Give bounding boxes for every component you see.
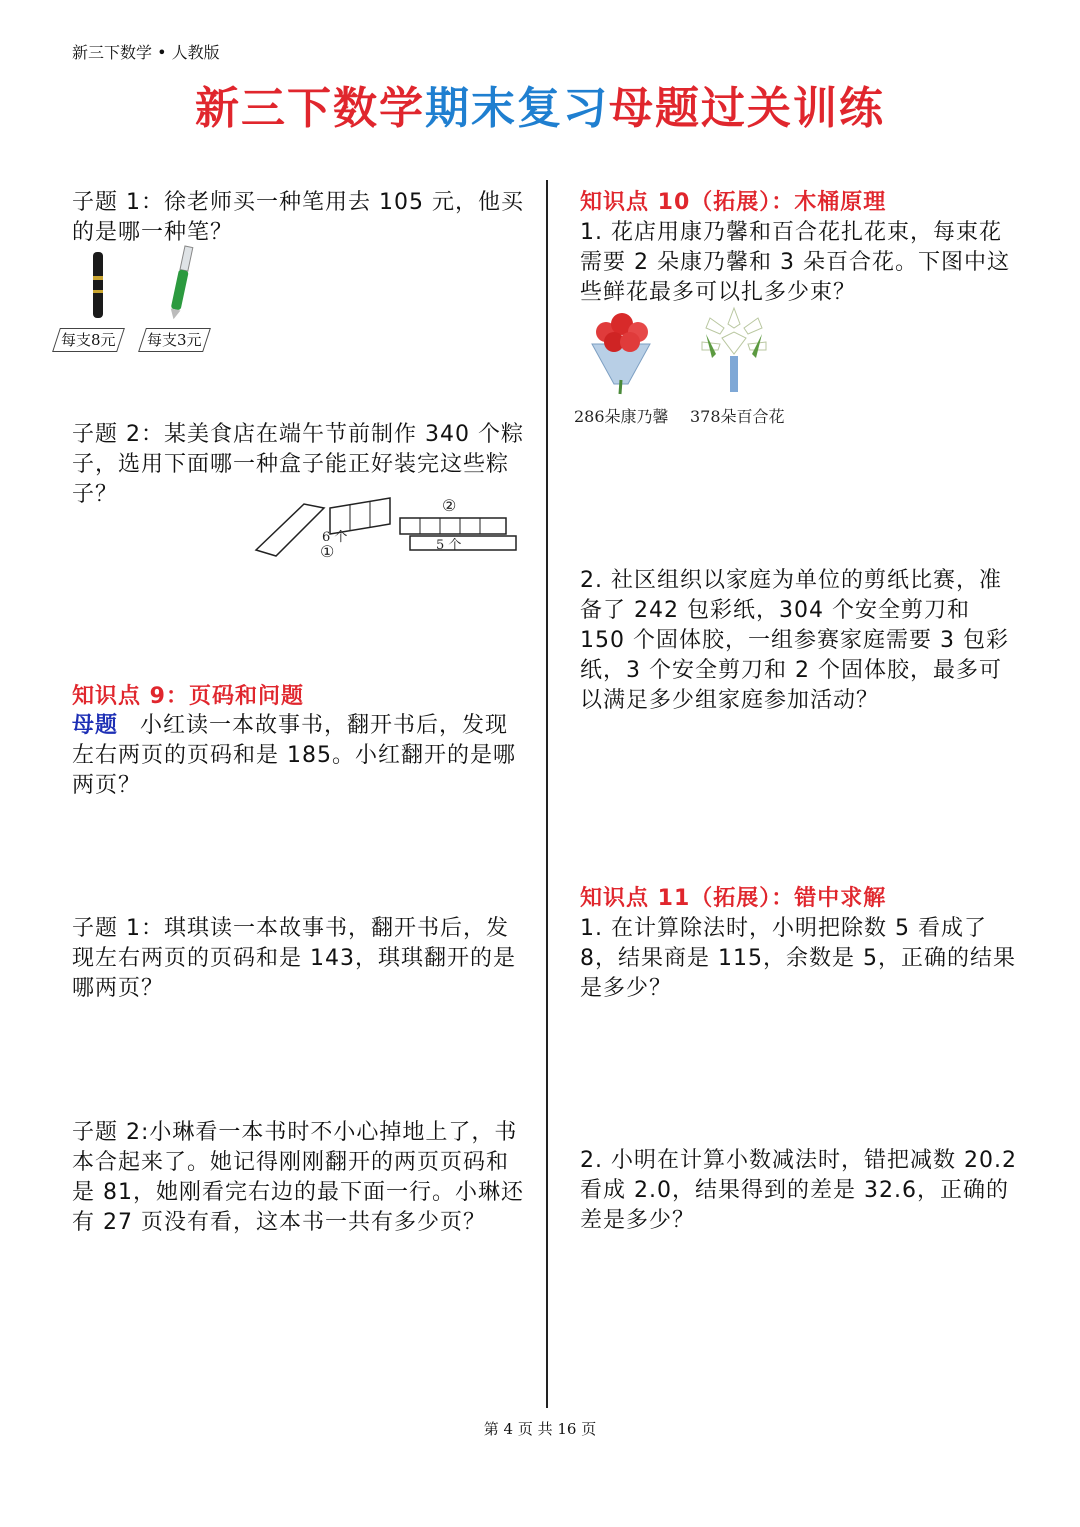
- ballpoint-pen-image: [166, 244, 196, 322]
- box2-label: 5 个: [436, 538, 462, 553]
- kp9-q2: 子题 2:小琳看一本书时不小心掉地上了，书本合起来了。她记得刚刚翻开的两页页码和是 81，她刚看完右边的最下面一行。小琳还有 27 页没有看，这本书一共有多少页？: [72, 1120, 524, 1235]
- main-question-tag: 母题: [72, 713, 119, 738]
- box2-number: ②: [442, 496, 457, 515]
- carnation-bouquet-image: [584, 310, 658, 396]
- kp10-q2: 2. 社区组织以家庭为单位的剪纸比赛，准备了 242 包彩纸，304 个安全剪刀和 150 个固体胶，一组参赛家庭需要 3 包彩纸，3 个安全剪刀和 2 个固体胶，最多可以满足多少组家庭参加活动？: [580, 568, 1009, 713]
- kp9-title: 知识点 9：页码和问题: [72, 684, 304, 709]
- kp9-main-text: 小红读一本故事书，翻开书后，发现左右两页的页码和是 185。小红翻开的是哪两页？: [72, 713, 516, 798]
- kp11-q1: 1. 在计算除法时，小明把除数 5 看成了 8，结果商是 115，余数是 5，正确的结果是多少？: [580, 916, 1016, 1001]
- title-part-1: 新三下数学: [195, 83, 425, 134]
- title-part-2: 期末复习: [425, 83, 609, 134]
- kp9-q1: 子题 1：琪琪读一本故事书，翻开书后，发现左右两页的页码和是 143，琪琪翻开的是哪两页？: [72, 916, 516, 1001]
- carnation-caption: 286朵康乃馨: [574, 407, 669, 426]
- kp10-title: 知识点 10（拓展）：木桶原理: [580, 190, 887, 215]
- box-diagram: [250, 494, 524, 564]
- pen1-price-tag: 每支8元: [52, 328, 124, 352]
- kp11-title: 知识点 11（拓展）：错中求解: [580, 886, 887, 911]
- box1-label: 6 个: [322, 530, 348, 545]
- column-divider: [546, 180, 548, 1408]
- left-q2: 子题 2：某美食店在端午节前制作 340 个粽子，选用下面哪一种盒子能正好装完这些粽子？: [72, 422, 524, 507]
- page-number: 第 4 页 共 16 页: [483, 1420, 597, 1438]
- kp9-main-question: [72, 711, 524, 801]
- page-title: [0, 72, 1080, 136]
- kp10-q1: 1. 花店用康乃馨和百合花扎花束，每束花需要 2 朵康乃馨和 3 朵百合花。下图中这些鲜花最多可以扎多少束？: [580, 220, 1010, 305]
- box1-number: ①: [320, 542, 335, 561]
- series-label: 新三下数学 • 人教版: [72, 43, 220, 62]
- left-q1: 子题 1：徐老师买一种笔用去 105 元，他买的是哪一种笔？: [72, 190, 524, 245]
- lily-bouquet-image: [694, 304, 774, 396]
- fountain-pen-image: [84, 250, 114, 322]
- kp11-q2: 2. 小明在计算小数减法时，错把减数 20.2 看成 2.0，结果得到的差是 32.6，正确的差是多少？: [580, 1148, 1017, 1233]
- title-part-3: 母题过关训练: [609, 83, 885, 134]
- lily-caption: 378朵百合花: [690, 407, 785, 426]
- pen2-price-tag: 每支3元: [138, 328, 210, 352]
